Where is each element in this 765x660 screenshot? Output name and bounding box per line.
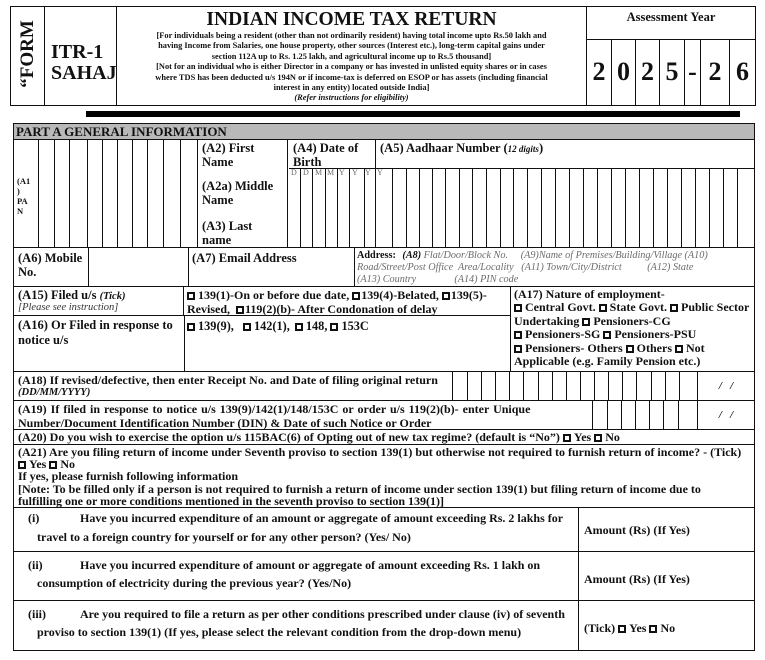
- a19-din-input[interactable]: [592, 401, 698, 429]
- dob-placeholder: Y: [352, 168, 358, 177]
- address-line3: (A13) Country (A14) PIN code: [357, 274, 519, 285]
- aadhaar-label-text: (A5) Aadhaar Number (: [380, 141, 508, 155]
- checkbox-icon: [352, 292, 360, 300]
- a16-option-148[interactable]: [295, 319, 328, 333]
- q3-line2: proviso to section 139(1) (If yes, please select the relevant condition from the drop-down menu): [37, 625, 522, 639]
- pan-label-part: PA: [17, 196, 28, 206]
- form-title: INDIAN INCOME TAX RETURN: [206, 9, 497, 30]
- aadhaar-label: [380, 141, 543, 156]
- a16-option-label: 148,: [305, 319, 328, 333]
- checkbox-icon: [18, 461, 26, 469]
- a17-option-label: Public Sector Undertaking: [514, 300, 750, 328]
- assessment-year-label: Assessment Year: [626, 10, 716, 24]
- last-name-label: (A3) Last name: [202, 219, 253, 247]
- checkbox-icon: [514, 345, 522, 353]
- header-rule: [86, 111, 740, 117]
- checkbox-icon: [618, 625, 626, 633]
- a17-option-state-govt[interactable]: [599, 300, 667, 314]
- a18-label: (A18) If revised/defective, then enter Receipt No. and Date of filing original return: [18, 373, 438, 387]
- a17-label: (A17) Nature of employment-: [514, 287, 665, 301]
- ay-char: 2: [701, 40, 730, 105]
- a20-yes-option[interactable]: [563, 430, 591, 444]
- exclusion-line-3: interest in any entity) located outside India]: [273, 83, 430, 93]
- q3-line1: Are you required to file a return as per other conditions prescribed under clause (iv) of seventh: [80, 607, 565, 621]
- a15-option-119-2b[interactable]: [236, 302, 437, 316]
- aadhaar-hint: 12 digits: [507, 144, 539, 154]
- q3-no-option[interactable]: [649, 621, 675, 635]
- a19-label-line1: (A19) If filed in response to notice u/s 139(9)/142(1)/148/153C or order u/s 119(2)(b)- enter Unique: [18, 402, 531, 416]
- checkbox-icon: [514, 304, 522, 312]
- a20-yes-label: Yes: [573, 430, 592, 444]
- checkbox-icon: [187, 292, 195, 300]
- a20-label: (A20) Do you wish to exercise the option u/s 115BAC(6) of Opting out of new tax regime? (default is “No”): [18, 430, 560, 444]
- a15-option-139-4[interactable]: [352, 288, 439, 302]
- a16-label: (A16) Or Filed in response to notice u/s: [18, 318, 173, 347]
- a15-label-cell: [14, 287, 184, 316]
- pan-input[interactable]: [38, 140, 198, 247]
- a21-label: (A21) Are you filing return of income under Seventh proviso to section 139(1) but otherwise not required to furnish return of income? - (Tick): [18, 445, 742, 459]
- a18-receipt-input[interactable]: [452, 372, 698, 400]
- dob-placeholder: Y: [377, 168, 383, 177]
- a20-no-label: No: [605, 430, 620, 444]
- eligibility-line-3: section 112A up to Rs. 1.25 lakh, and agricultural income up to Rs.5 thousand]: [211, 51, 492, 61]
- q1-amount-label: Amount (Rs) (If Yes): [584, 523, 690, 537]
- a17-option-label: Pensioners-SG: [525, 327, 601, 342]
- dob-placeholder: M: [315, 168, 323, 177]
- checkbox-icon: [649, 625, 657, 633]
- address-line2: Road/Street/Post Office Area/Locality (A11) Town/City/District (A12) State: [357, 262, 694, 273]
- checkbox-icon: [442, 292, 450, 300]
- q1-line2: travel to a foreign country for yourself or for any other person? (Yes/ No): [37, 530, 411, 544]
- pan-row: [14, 140, 754, 248]
- a16-option-139-9[interactable]: [187, 319, 234, 333]
- ay-char: -: [685, 40, 701, 105]
- email-label: (A7) Email Address: [192, 251, 297, 265]
- a17-option-label: Not Applicable (e.g. Family Pension etc.): [514, 340, 705, 369]
- a17-option-pensioners-psu[interactable]: [603, 327, 696, 341]
- q1-row: [14, 508, 754, 552]
- ay-char: 0: [612, 40, 636, 105]
- a17-option-others[interactable]: [626, 341, 672, 355]
- title-cell: [117, 7, 587, 105]
- a21-block: [14, 445, 754, 508]
- a15-tick-hint: (Tick): [99, 291, 126, 302]
- mobile-input[interactable]: [88, 248, 189, 286]
- a16-divider: [184, 316, 185, 371]
- dob-placeholder: Y: [339, 168, 345, 177]
- a16-option-label: 153C: [341, 319, 369, 333]
- dob-placeholder: M: [327, 168, 335, 177]
- q2-amount-input[interactable]: [578, 552, 754, 600]
- eligibility-line-2: having Income from Salaries, one house property, other sources (Interest etc.), long-term capital gains under: [158, 41, 545, 51]
- a16-option-label: 139(9),: [198, 319, 234, 333]
- aadhaar-label-close: ): [538, 141, 544, 155]
- dob-label: (A4) Date of Birth: [293, 141, 359, 169]
- a16-option-142-1[interactable]: [243, 319, 290, 333]
- a17-options: [514, 301, 752, 368]
- pan-label-part: N: [17, 206, 24, 216]
- a15-options: [184, 287, 510, 316]
- form-code-cell: [45, 7, 117, 105]
- a15-option-139-1[interactable]: [187, 288, 349, 302]
- q1-number: (i): [28, 511, 40, 525]
- dob-placeholder: D: [291, 168, 297, 177]
- part-a-heading: [14, 124, 754, 140]
- a20-row: [14, 430, 754, 445]
- checkbox-icon: [626, 345, 634, 353]
- aadhaar-section: [375, 140, 754, 247]
- a19-label-line2: Number/Document Identification Number (DIN) & Date of such Notice or Order: [18, 416, 432, 430]
- a17-employment: [510, 287, 754, 371]
- a15-label-text: (A15) Filed u/s: [18, 288, 97, 302]
- checkbox-icon: [330, 323, 338, 331]
- checkbox-icon: [563, 434, 571, 442]
- q3-row: [14, 601, 754, 650]
- q3-yes-option[interactable]: [618, 621, 646, 635]
- exclusion-line-1: [Not for an individual who is either Director in a company or has invested in unlisted equity shares or in cases: [156, 62, 547, 72]
- q3-yes-label: Yes: [629, 621, 647, 635]
- a15-instruction: [Please see instruction]: [18, 302, 119, 313]
- checkbox-icon: [599, 304, 607, 312]
- a15-option-139-5-label-cont: Revised,: [187, 302, 230, 316]
- q2-line2: consumption of electricity during the previous year? (Yes/No): [37, 576, 352, 590]
- form-code-line1: ITR-1: [51, 41, 104, 63]
- a17-option-central-govt[interactable]: [514, 300, 596, 314]
- checkbox-icon: [243, 323, 251, 331]
- a15-option-119-2b-label: 119(2)(b)- After Condonation of delay: [245, 302, 438, 316]
- eligibility-line-1: [For individuals being a resident (other than not ordinarily resident) having total income upto Rs.50 lakh and: [156, 31, 547, 40]
- pan-label: [17, 176, 30, 216]
- aadhaar-input[interactable]: [376, 168, 754, 247]
- filing-row: [14, 287, 754, 372]
- ay-char: 2: [636, 40, 660, 105]
- form-code-line2: SAHAJ: [51, 62, 117, 84]
- a15-option-139-5[interactable]: [442, 288, 487, 302]
- checkbox-icon: [295, 323, 303, 331]
- exclusion-line-2: where TDS has been deducted u/s 194N or if income-tax is deferred on ESOP or has assets (including financial: [155, 72, 548, 82]
- a18-date-input[interactable]: / /: [718, 380, 734, 392]
- address-a8-code: (A8): [402, 250, 422, 261]
- a21-note-line2: fulfilling one or more conditions mentioned in the seventh proviso to section 139(1)]: [18, 493, 444, 508]
- form-header: [10, 6, 756, 106]
- part-a-heading-text: PART A GENERAL INFORMATION: [16, 124, 227, 139]
- checkbox-icon: [49, 461, 57, 469]
- first-name-label: (A2) First Name: [202, 141, 255, 169]
- part-a-frame: [13, 123, 755, 651]
- checkbox-icon: [236, 306, 244, 314]
- a21-followup: If yes, please furnish following information: [18, 469, 239, 484]
- ay-char: 5: [660, 40, 685, 105]
- a16-option-153c[interactable]: [330, 319, 368, 333]
- a17-option-label: State Govt.: [609, 300, 667, 315]
- a21-yes-label: Yes: [29, 457, 47, 472]
- form-label: “FORM: [17, 20, 38, 88]
- pan-label-part: ): [17, 186, 20, 196]
- q3-number: (iii): [28, 607, 46, 621]
- q1-line1: Have you incurred expenditure of an amount or aggregate of amount exceeding Rs. 2 lakhs for: [80, 511, 564, 525]
- checkbox-icon: [187, 323, 195, 331]
- q2-amount-label: Amount (Rs) (If Yes): [584, 572, 690, 586]
- contact-row: [14, 248, 754, 287]
- checkbox-icon: [675, 345, 683, 353]
- dob-placeholder: Y: [365, 168, 371, 177]
- pan-label-part: (A1: [17, 176, 31, 186]
- checkbox-icon: [582, 318, 590, 326]
- a17-option-label: Pensioners-PSU: [614, 327, 697, 342]
- a19-date-input[interactable]: / /: [718, 409, 734, 421]
- q2-number: (ii): [28, 558, 43, 572]
- a21-note-line1: [Note: To be filled only if a person is not required to furnish a return of income under section 139(1) but filing return of income due to: [18, 481, 701, 496]
- address-field[interactable]: [357, 250, 754, 286]
- address-line1: Flat/Door/Block No. (A9)Name of Premises/Building/Village (A10): [423, 250, 708, 261]
- mobile-label: (A6) Mobile No.: [18, 251, 83, 279]
- q3-no-label: No: [660, 621, 676, 635]
- checkbox-icon: [603, 331, 611, 339]
- a16-options: [187, 319, 369, 333]
- name-fields: [198, 140, 288, 247]
- a15-option-139-1-label: 139(1)-On or before due date,: [198, 288, 350, 302]
- q2-row: [14, 552, 754, 601]
- form-label-cell: [11, 7, 45, 105]
- a17-option-label: Pensioners- Others: [525, 340, 623, 355]
- a15-option-139-5-label: 139(5)-: [450, 288, 487, 302]
- dob-placeholder: D: [303, 168, 309, 177]
- q3-answer-cell: [578, 601, 754, 650]
- q2-line1: Have you incurred expenditure of amount or aggregate of amount exceeding Rs. 1 lakh on: [80, 558, 541, 572]
- a17-option-pensioners-cg[interactable]: [582, 314, 670, 328]
- middle-name-label: (A2a) Middle Name: [202, 179, 274, 207]
- assessment-year-cell: [587, 7, 755, 105]
- a18-format: (DD/MM/YYYY): [18, 387, 91, 398]
- a16-option-label: 142(1),: [253, 319, 290, 333]
- a15-option-139-4-label: 139(4)-Belated,: [361, 288, 439, 302]
- ay-char: 2: [587, 40, 612, 105]
- assessment-year-boxes: [587, 39, 755, 105]
- a17-option-pensioners-others[interactable]: [514, 341, 623, 355]
- checkbox-icon: [514, 331, 522, 339]
- address-label: Address:: [357, 250, 396, 261]
- checkbox-icon: [670, 304, 678, 312]
- a21-no-label: No: [60, 457, 76, 472]
- a17-option-label: Pensioners-CG: [593, 313, 671, 328]
- a17-option-label: Others: [636, 340, 672, 355]
- q1-amount-input[interactable]: [578, 508, 754, 551]
- q3-tick-hint: (Tick): [584, 621, 616, 635]
- eligibility-instructions-link[interactable]: (Refer instructions for eligibility): [294, 93, 409, 103]
- checkbox-icon: [594, 434, 602, 442]
- a17-option-label: Central Govt.: [525, 300, 596, 315]
- a17-option-pensioners-sg[interactable]: [514, 327, 600, 341]
- ay-char: 6: [736, 57, 749, 86]
- a20-no-option[interactable]: [594, 430, 620, 444]
- a18-row: [14, 372, 754, 401]
